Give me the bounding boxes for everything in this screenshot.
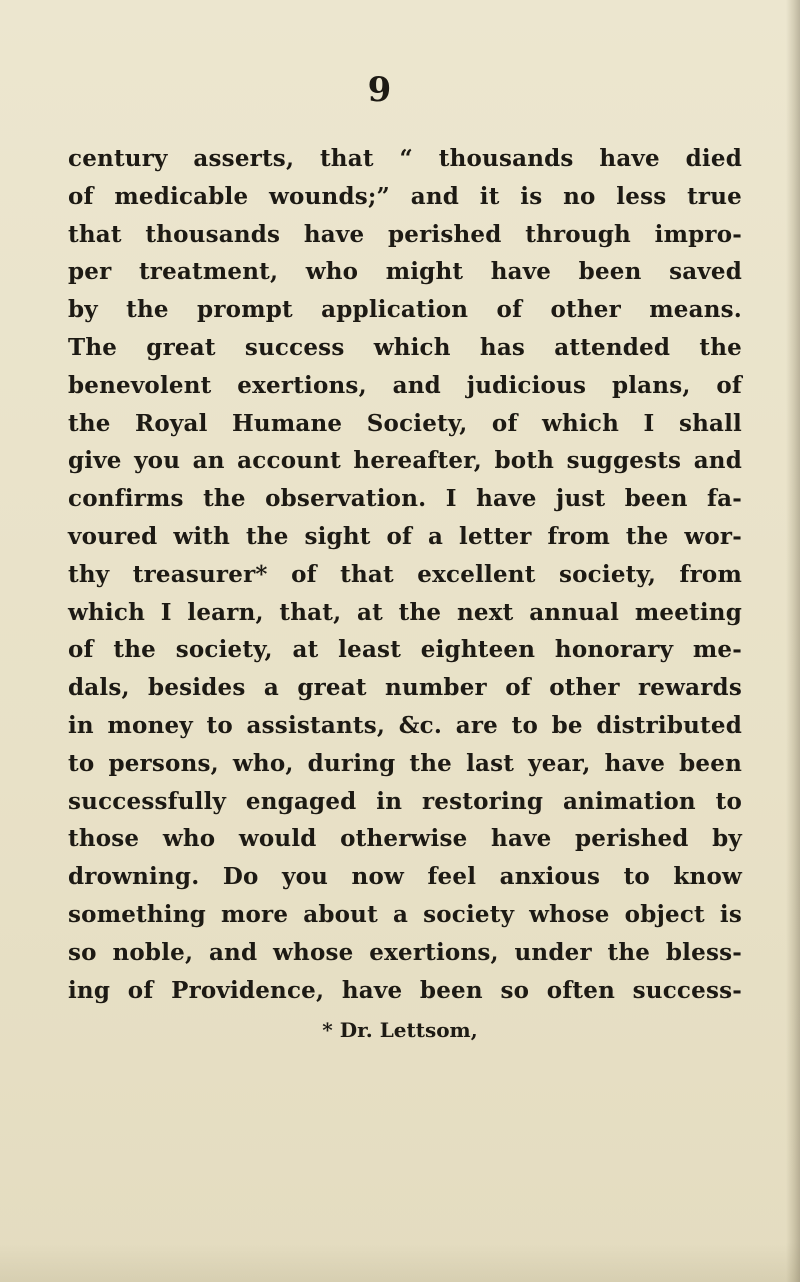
text-line: century asserts, that “ thousands have died [68,145,742,172]
text-line: in money to assistants, &c. are to be distributed [68,711,742,739]
text-line: benevolent exertions, and judicious plans, of [68,371,742,399]
text-line: by the prompt application of other means. [68,296,742,324]
text-line: the Royal Humane Society, of which I shall [68,409,742,437]
text-line: which I learn, that, at the next annual meeting [68,598,742,626]
text-line: thy treasurer* of that excellent society, from [68,560,742,588]
text-line: those who would otherwise have perished by [68,825,742,853]
text-line: dals, besides a great number of other rewards [68,674,742,702]
body-text [68,140,742,1009]
text-line: that thousands have perished through impro- [68,220,742,248]
text-line: ing of Providence, have been so often success- [68,976,742,1004]
page-bottom-shading [0,1242,800,1282]
text-line: per treatment, who might have been saved [68,258,742,286]
text-line: The great success which has attended the [68,333,742,361]
text-line: something more about a society whose object is [68,900,742,928]
text-line: successfully engaged in restoring animation to [68,787,742,815]
text-line: voured with the sight of a letter from the wor- [68,522,742,550]
text-line: drowning. Do you now feel anxious to know [68,863,742,891]
text-line: so noble, and whose exertions, under the bless- [68,938,742,966]
page-edge-shadow [786,0,800,1282]
text-line: to persons, who, during the last year, have been [68,749,742,777]
page-number: 9 [367,70,393,110]
text-line: give you an account hereafter, both suggests and [68,447,742,475]
footnote: * Dr. Lettsom, [322,1018,478,1042]
text-line: of medicable wounds;” and it is no less true [68,182,742,210]
text-line: of the society, at least eighteen honorary me- [68,636,742,664]
text-line: confirms the observation. I have just been fa- [68,485,742,513]
